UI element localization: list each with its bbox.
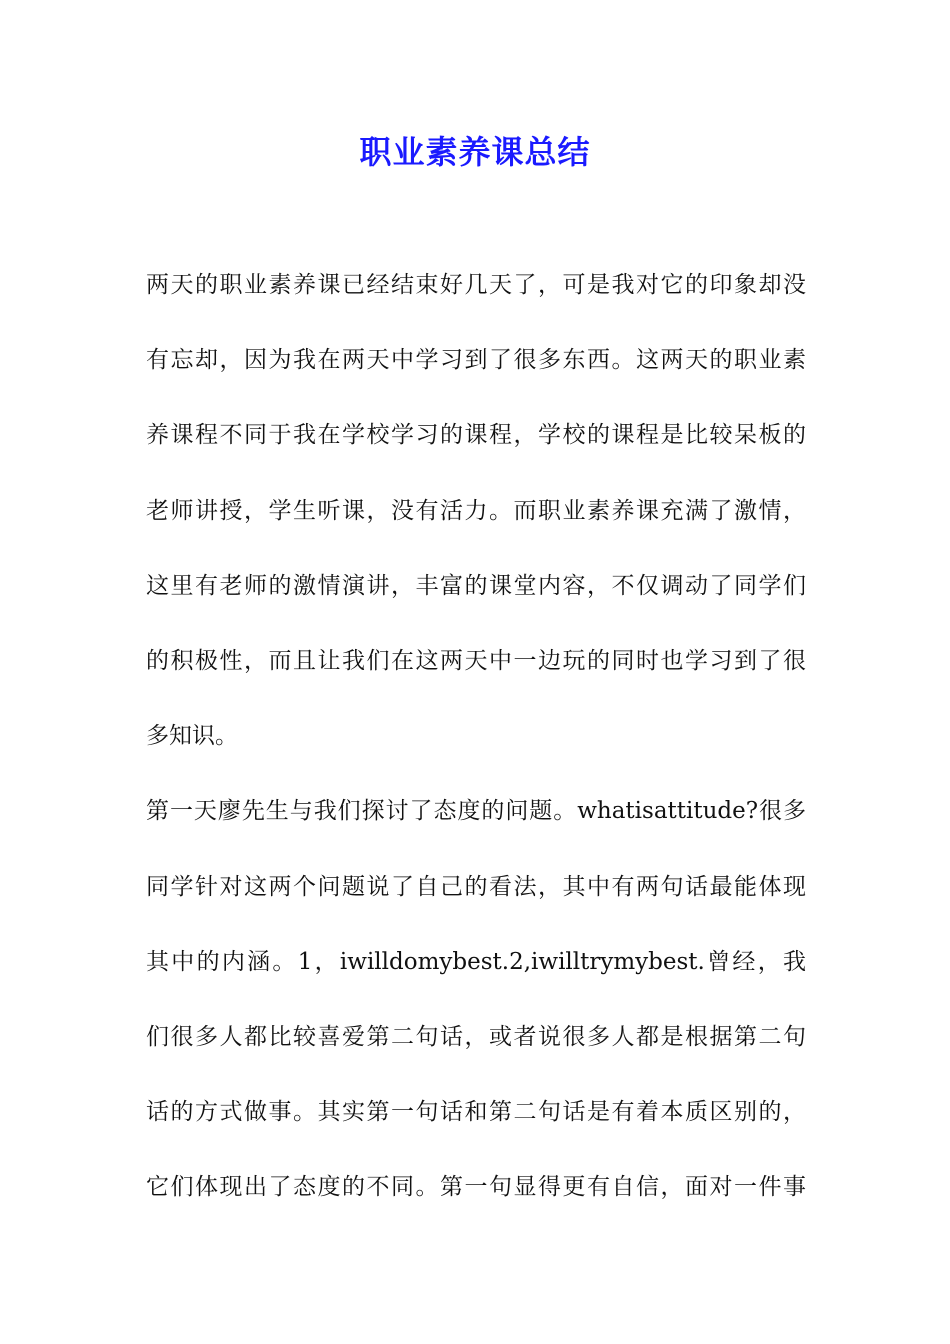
paragraph-line: 两天的职业素养课已经结束好几天了，可是我对它的印象却没 xyxy=(146,272,806,298)
paragraph-line: 话的方式做事。其实第一句话和第二句话是有着本质区别的， xyxy=(146,1099,806,1125)
paragraph-line: 它们体现出了态度的不同。第一句显得更有自信，面对一件事 xyxy=(146,1174,806,1200)
paragraph-line: 其中的内涵。1，iwilldomybest.2,iwilltrymybest.曾经，我 xyxy=(146,949,806,975)
paragraph-line: 老师讲授，学生听课，没有活力。而职业素养课充满了激情， xyxy=(146,498,806,524)
paragraph-line: 这里有老师的激情演讲，丰富的课堂内容，不仅调动了同学们 xyxy=(146,573,806,599)
paragraph-line: 们很多人都比较喜爱第二句话，或者说很多人都是根据第二句 xyxy=(146,1024,806,1050)
paragraph-line: 第一天廖先生与我们探讨了态度的问题。whatisattitude?很多 xyxy=(146,798,806,824)
document-title: 职业素养课总结 xyxy=(359,133,591,171)
paragraph-line: 多知识。 xyxy=(146,723,238,749)
paragraph-line: 有忘却，因为我在两天中学习到了很多东西。这两天的职业素 xyxy=(146,347,806,373)
paragraph-line: 养课程不同于我在学校学习的课程，学校的课程是比较呆板的 xyxy=(146,422,806,448)
paragraph-line: 的积极性，而且让我们在这两天中一边玩的同时也学习到了很 xyxy=(146,648,806,674)
paragraph-line: 同学针对这两个问题说了自己的看法，其中有两句话最能体现 xyxy=(146,874,806,900)
